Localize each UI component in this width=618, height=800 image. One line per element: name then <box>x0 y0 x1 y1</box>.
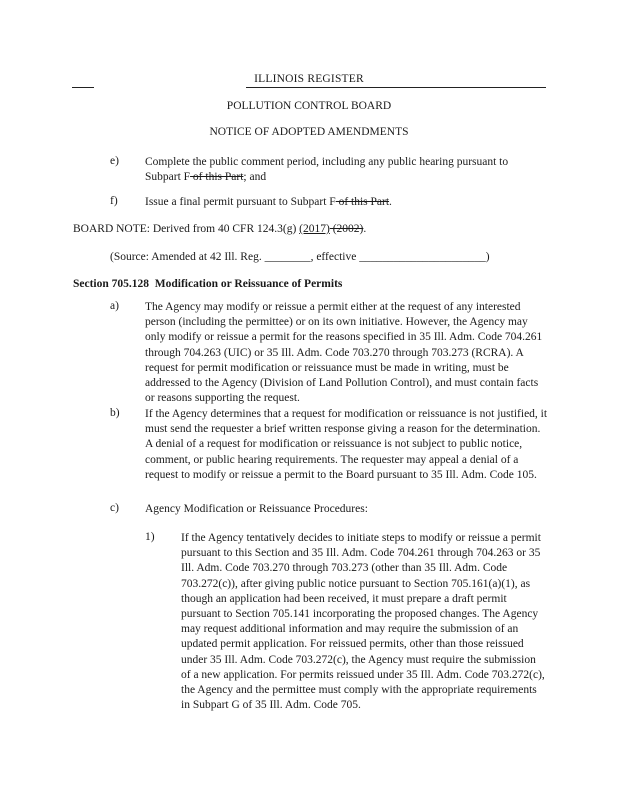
subitem-1-text: If the Agency tentatively decides to initiate steps to modify or reissue a permit pursuant to this Section and 35 Ill. Adm. Code 704.261 through 704.263 or 35 Ill. Adm. Code 703.270 through 703.273 (other than 35 Ill. Adm. Code 703.272(c)), after giving public notice pursuant to Section 705.161(a)(1), as though an application had been received, it must prepare a draft permit pursuant to Section 705.141 incorporating the proposed changes. The Agency may request additional information and may require the submission of an updated permit application. For reissued permits, other than those reissued under 35 Ill. Adm. Code 703.272(c), the Agency must require the submission of a new application. For permits reissued under 35 Ill. Adm. Code 703.272(c), the Agency and the permittee must comply with the appropriate requirements in Subpart G of 35 Ill. Adm. Code 705. <box>181 532 545 712</box>
board-note <box>73 222 543 237</box>
item-b-text: If the Agency determines that a request for modification or reissuance is not justified, it must send the requester a brief written response giving a reason for the determination. A denial of a request for modification or reissuance is not subject to public notice, comment, or public hearing requirements. The requester may appeal a denial of a request to modify or reissue a permit to the Board pursuant to 35 Ill. Adm. Code 105. <box>145 408 548 481</box>
item-e-struck: of this Part <box>190 171 244 184</box>
item-f-label: f) <box>110 195 118 207</box>
section-title: Modification or Reissuance of Permits <box>154 278 343 290</box>
item-f-text <box>145 195 535 210</box>
board-note-added: (2017) <box>299 223 330 235</box>
notice-title: NOTICE OF ADOPTED AMENDMENTS <box>209 126 409 138</box>
register-title: ILLINOIS REGISTER <box>254 73 364 85</box>
board-note-post: . <box>363 223 367 235</box>
board-note-pre: BOARD NOTE: Derived from 40 CFR 124.3(g) <box>73 223 300 235</box>
item-e-text <box>145 155 535 185</box>
item-e-post: ; and <box>243 171 267 184</box>
section-number: Section 705.128 <box>73 278 150 290</box>
item-c-label: c) <box>110 502 119 514</box>
item-b-label: b) <box>110 407 120 419</box>
section-heading <box>73 277 543 292</box>
subitem-1-label: 1) <box>145 531 155 543</box>
header-rule-right <box>246 87 546 88</box>
item-f-pre: Issue a final permit pursuant to Subpart F <box>145 196 336 208</box>
item-e-label: e) <box>110 155 119 167</box>
board-note-struck: (2002) <box>329 223 364 235</box>
header-rule-left <box>72 87 94 88</box>
board-title: POLLUTION CONTROL BOARD <box>226 100 392 112</box>
item-f-struck: of this Part <box>335 196 390 208</box>
item-c-text: Agency Modification or Reissuance Procedures: <box>145 503 368 515</box>
source-note: (Source: Amended at 42 Ill. Reg. ________, effective ______________________) <box>110 251 490 263</box>
item-a-label: a) <box>110 300 119 312</box>
item-f-post: . <box>389 196 392 208</box>
item-a-text: The Agency may modify or reissue a permit either at the request of any interested person (including the permittee) or on its own initiative. However, the Agency may only modify or reissue a permit for the reasons specified in 35 Ill. Adm. Code 704.261 through 704.263 (UIC) or 35 Ill. Adm. Code 703.270 through 703.273 (RCRA). A request for permit modification or reissuance must be made in writing, must be addressed to the Agency (Division of Land Pollution Control), and must contain facts or reasons supporting the request. <box>145 301 543 405</box>
item-e-pre: Complete the public comment period, including any public hearing pursuant to Subpart F <box>145 156 509 184</box>
